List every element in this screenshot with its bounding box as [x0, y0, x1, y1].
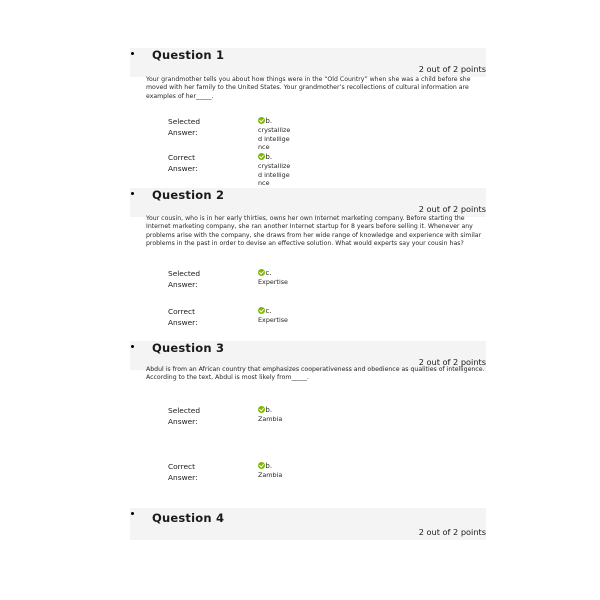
question-header-4 — [130, 508, 486, 540]
check-circle-icon — [258, 269, 265, 276]
correct-answer-text: crystallized intelligence — [258, 162, 291, 188]
selected-answer-text: Zambia — [258, 415, 283, 423]
correct-answer-text: Expertise — [258, 316, 288, 324]
selected-answer-label: Selected Answer: — [168, 269, 201, 289]
question-header-1 — [130, 48, 486, 77]
check-circle-icon — [258, 406, 265, 413]
correct-answer-row — [168, 307, 478, 333]
selected-answer-letter-line — [258, 117, 292, 126]
question-points: 2 out of 2 points — [418, 64, 486, 74]
question-block-4 — [130, 508, 486, 540]
bullet-icon — [131, 512, 134, 515]
selected-answer-value — [258, 269, 292, 287]
correct-answer-row — [168, 153, 478, 188]
check-circle-icon — [258, 307, 265, 314]
question-points: 2 out of 2 points — [418, 204, 486, 214]
correct-answer-row — [168, 462, 478, 488]
bullet-icon — [131, 192, 134, 195]
selected-answer-letter-line — [258, 269, 292, 278]
option-letter: b. — [265, 462, 272, 470]
question-title: Question 4 — [152, 511, 225, 525]
correct-answer-value — [258, 153, 292, 188]
bullet-icon — [131, 345, 134, 348]
correct-answer-label: Correct Answer: — [168, 307, 198, 327]
question-text-3: Abdul is from an African country that emphasizes cooperativeness and obedience as qualities of intelligence. According to the text, Abdul is most likely from_____. — [146, 366, 485, 382]
check-circle-icon — [258, 153, 265, 160]
correct-answer-value — [258, 462, 292, 480]
correct-answer-value — [258, 307, 292, 325]
question-title: Question 3 — [152, 341, 225, 355]
question-points: 2 out of 2 points — [418, 527, 486, 537]
selected-answer-letter-line — [258, 406, 292, 415]
question-block-1 — [130, 48, 486, 77]
correct-answer-label: Correct Answer: — [168, 153, 198, 173]
selected-answer-label: Selected Answer: — [168, 406, 201, 426]
option-letter: b. — [265, 117, 272, 125]
option-letter: b. — [265, 153, 272, 161]
check-circle-icon — [258, 462, 265, 469]
option-letter: c. — [265, 269, 272, 277]
question-points: 2 out of 2 points — [418, 357, 486, 367]
correct-answer-letter-line — [258, 153, 292, 162]
check-circle-icon — [258, 117, 265, 124]
question-block-2 — [130, 188, 486, 217]
question-title: Question 1 — [152, 48, 225, 62]
bullet-icon — [131, 52, 134, 55]
option-letter: c. — [265, 307, 272, 315]
answers-block-1 — [168, 117, 478, 188]
correct-answer-label: Correct Answer: — [168, 462, 198, 482]
selected-answer-value — [258, 406, 292, 424]
correct-answer-letter-line — [258, 462, 292, 471]
correct-answer-letter-line — [258, 307, 292, 316]
selected-answer-row — [168, 406, 478, 462]
selected-answer-text: Expertise — [258, 278, 288, 286]
selected-answer-value — [258, 117, 292, 152]
correct-answer-text: Zambia — [258, 471, 283, 479]
selected-answer-text: crystallized intelligence — [258, 126, 291, 152]
question-text-1: Your grandmother tells you about how things were in the “Old Country” when she was a child before she moved with her family to the United States. Your grandmother’s recollections of cultural information are examples of her_____. — [146, 76, 471, 100]
selected-answer-row — [168, 269, 478, 307]
question-title: Question 2 — [152, 188, 225, 202]
selected-answer-row — [168, 117, 478, 153]
selected-answer-label: Selected Answer: — [168, 117, 201, 137]
question-text-2: Your cousin, who is in her early thirties, owns her own Internet marketing company. Before starting the Internet marketing company, she ran another Internet startup for 8 years before selling it. Whenever any problems arise with the company, she draws from her wide range of knowledge and experience with similar problems in the past in order to devise an effective solution. What would experts say your cousin has? — [146, 215, 482, 248]
answers-block-3 — [168, 406, 478, 488]
question-header-2 — [130, 188, 486, 217]
answers-block-2 — [168, 269, 478, 333]
option-letter: b. — [265, 406, 272, 414]
